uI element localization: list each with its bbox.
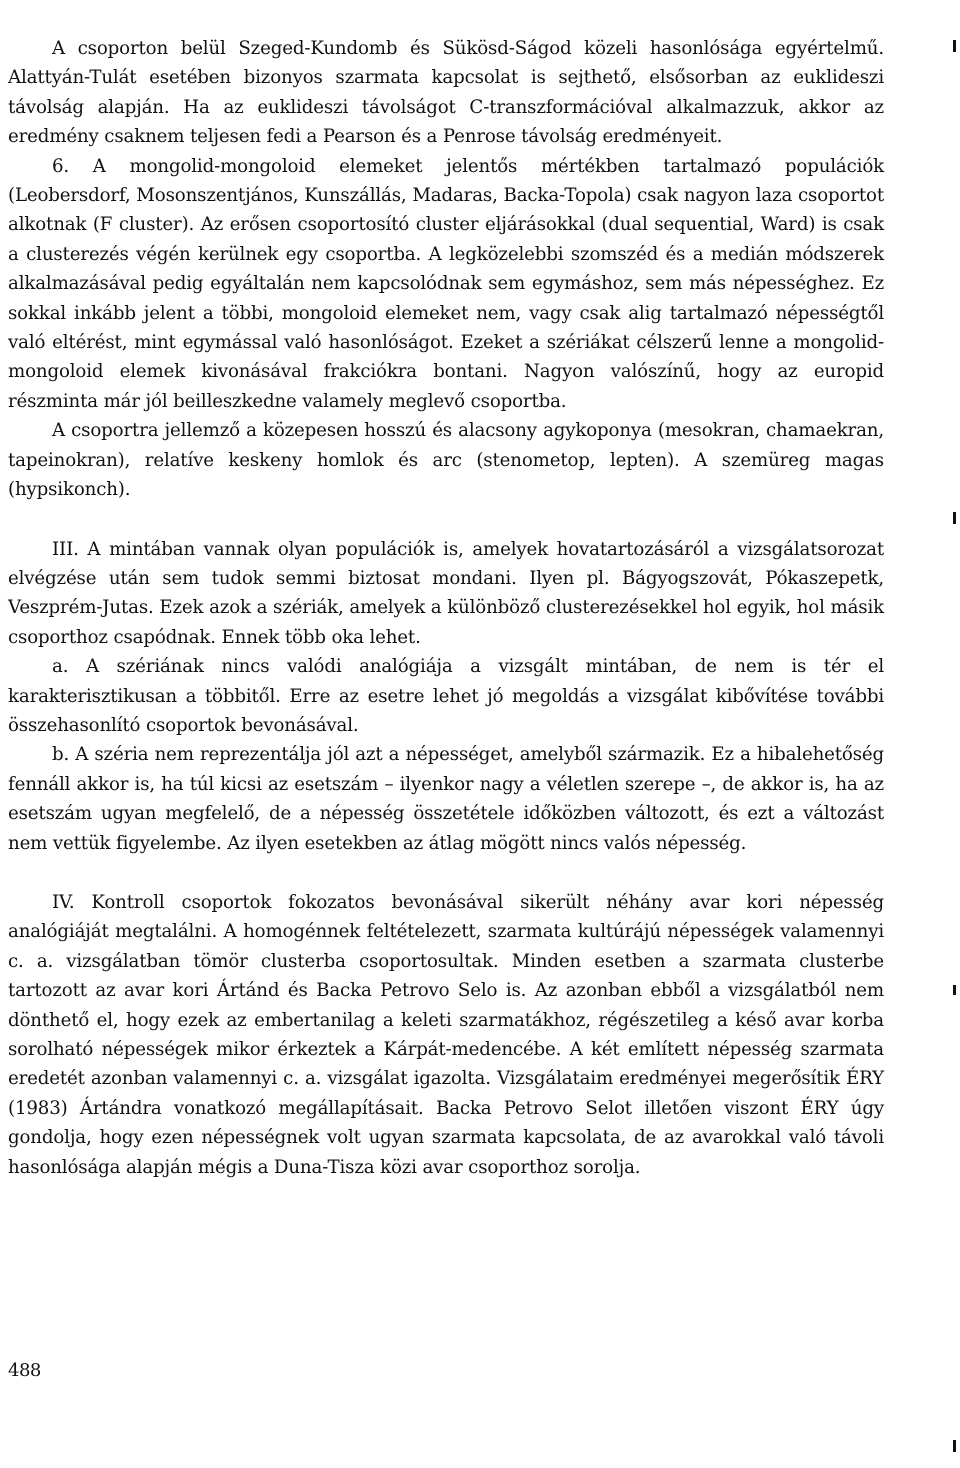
paragraph-7: IV. Kontroll csoportok fokozatos bevonásával sikerült néhány avar kori népesség analógiáját megtalálni. A homogénnek feltételezett, szarmata kultúrájú népességek valamennyi c. a. vizsgálatban tömör clusterba csoportosultak. Minden esetben a szarmata clusterbe tartozott az avar kori Ártánd és Backa Petrovo Selo is. Az azonban ebből a vizsgálatból nem dönthető el, hogy ezek az embertanilag a keleti szarmatákhoz, régészetileg a késő avar korba sorolható népességek mikor érkeztek a Kárpát-medencébe. A két említett népesség szarmata eredetét azonban valamennyi c. a. vizsgálat igazolta. Vizsgálataim eredményei megerősítik ÉRY (1983) Ártándra vonatkozó megállapításait. Backa Petrovo Selot illetően viszont ÉRY úgy gondolja, hogy ezen népességnek volt ugyan szarmata kapcsolata, de az avarokkal való távoli hasonlósága alapján mégis a Duna-Tisza közi avar csoporthoz sorolja.	[8, 891, 884, 1178]
margin-mark	[953, 985, 956, 995]
paragraph-6: b. A széria nem reprezentálja jól azt a népességet, amelyből származik. Ez a hibalehetőség fennáll akkor is, ha túl kicsi az esetszám – ilyenkor nagy a véletlen szerepe –, de akkor is, ha az esetszám ugyan megfelelő, de a népesség összetétele időközben változott, és ezt a változást nem vettük figyelembe. Az ilyen esetekben az átlag mögött nincs valós népesség.	[8, 744, 884, 854]
page-number: 488	[8, 1360, 41, 1381]
margin-mark	[953, 512, 956, 524]
paragraph-3: A csoportra jellemző a közepesen hosszú és alacsony agykoponya (mesokran, chamaekran, tapeinokran), relatíve keskeny homlok és arc (stenometop, lepten). A szemüreg magas (hypsikonch).	[8, 420, 884, 501]
page-body	[8, 34, 884, 1182]
paragraph-2: 6. A mongolid-mongoloid elemeket jelentős mértékben tartalmazó populációk (Leobersdorf, Mosonszentjános, Kunszállás, Madaras, Backa-Topola) csak nagyon laza csoportot alkotnak (F cluster). Az erősen csoportosító cluster eljárásokkal (dual sequential, Ward) is csak a clusterezés végén kerülnek egy csoportba. A legközelebbi szomszéd és a medián módszerek alkalmazásával pedig egyáltalán nem kapcsolódnak sem egymáshoz, sem más népességhez. Ez sokkal inkább jelent a többi, mongoloid elemeket nem, vagy csak alig tartalmazó népességtől való eltérést, mint egymással való hasonlóságot. Ezeket a szériákat célszerű lenne a mongolid-mongoloid elemek kivonásával frakciókra bontani. Nagyon valószínű, hogy az europid részminta már jól beilleszkedne valamely meglevő csoportba.	[8, 155, 884, 412]
section-gap	[8, 505, 884, 535]
section-gap	[8, 858, 884, 888]
margin-mark	[953, 40, 956, 52]
paragraph-1: A csoporton belül Szeged-Kundomb és Sükösd-Ságod közeli hasonlósága egyértelmű. Alattyán-Tulát esetében bizonyos szarmata kapcsolat is sejthető, elsősorban az euklideszi távolság alapján. Ha az euklideszi távolságot C-transzformációval alkalmazzuk, akkor az eredmény csaknem teljesen fedi a Pearson és a Penrose távolság eredményeit.	[8, 38, 884, 148]
paragraph-5: a. A szériának nincs valódi analógiája a vizsgált mintában, de nem is tér el karakterisztikusan a többitől. Erre az esetre lehet jó megoldás a vizsgálat kibővítése további összehasonlító csoportok bevonásával.	[8, 656, 884, 736]
margin-mark	[953, 1440, 956, 1452]
paragraph-4: III. A mintában vannak olyan populációk is, amelyek hovatartozásáról a vizsgálatsorozat elvégzése után sem tudok semmi biztosat mondani. Ilyen pl. Bágyogszovát, Pókaszepetk, Veszprém-Jutas. Ezek azok a szériák, amelyek a különböző clusterezésekkel hol egyik, hol másik csoporthoz csapódnak. Ennek több oka lehet.	[8, 538, 884, 648]
